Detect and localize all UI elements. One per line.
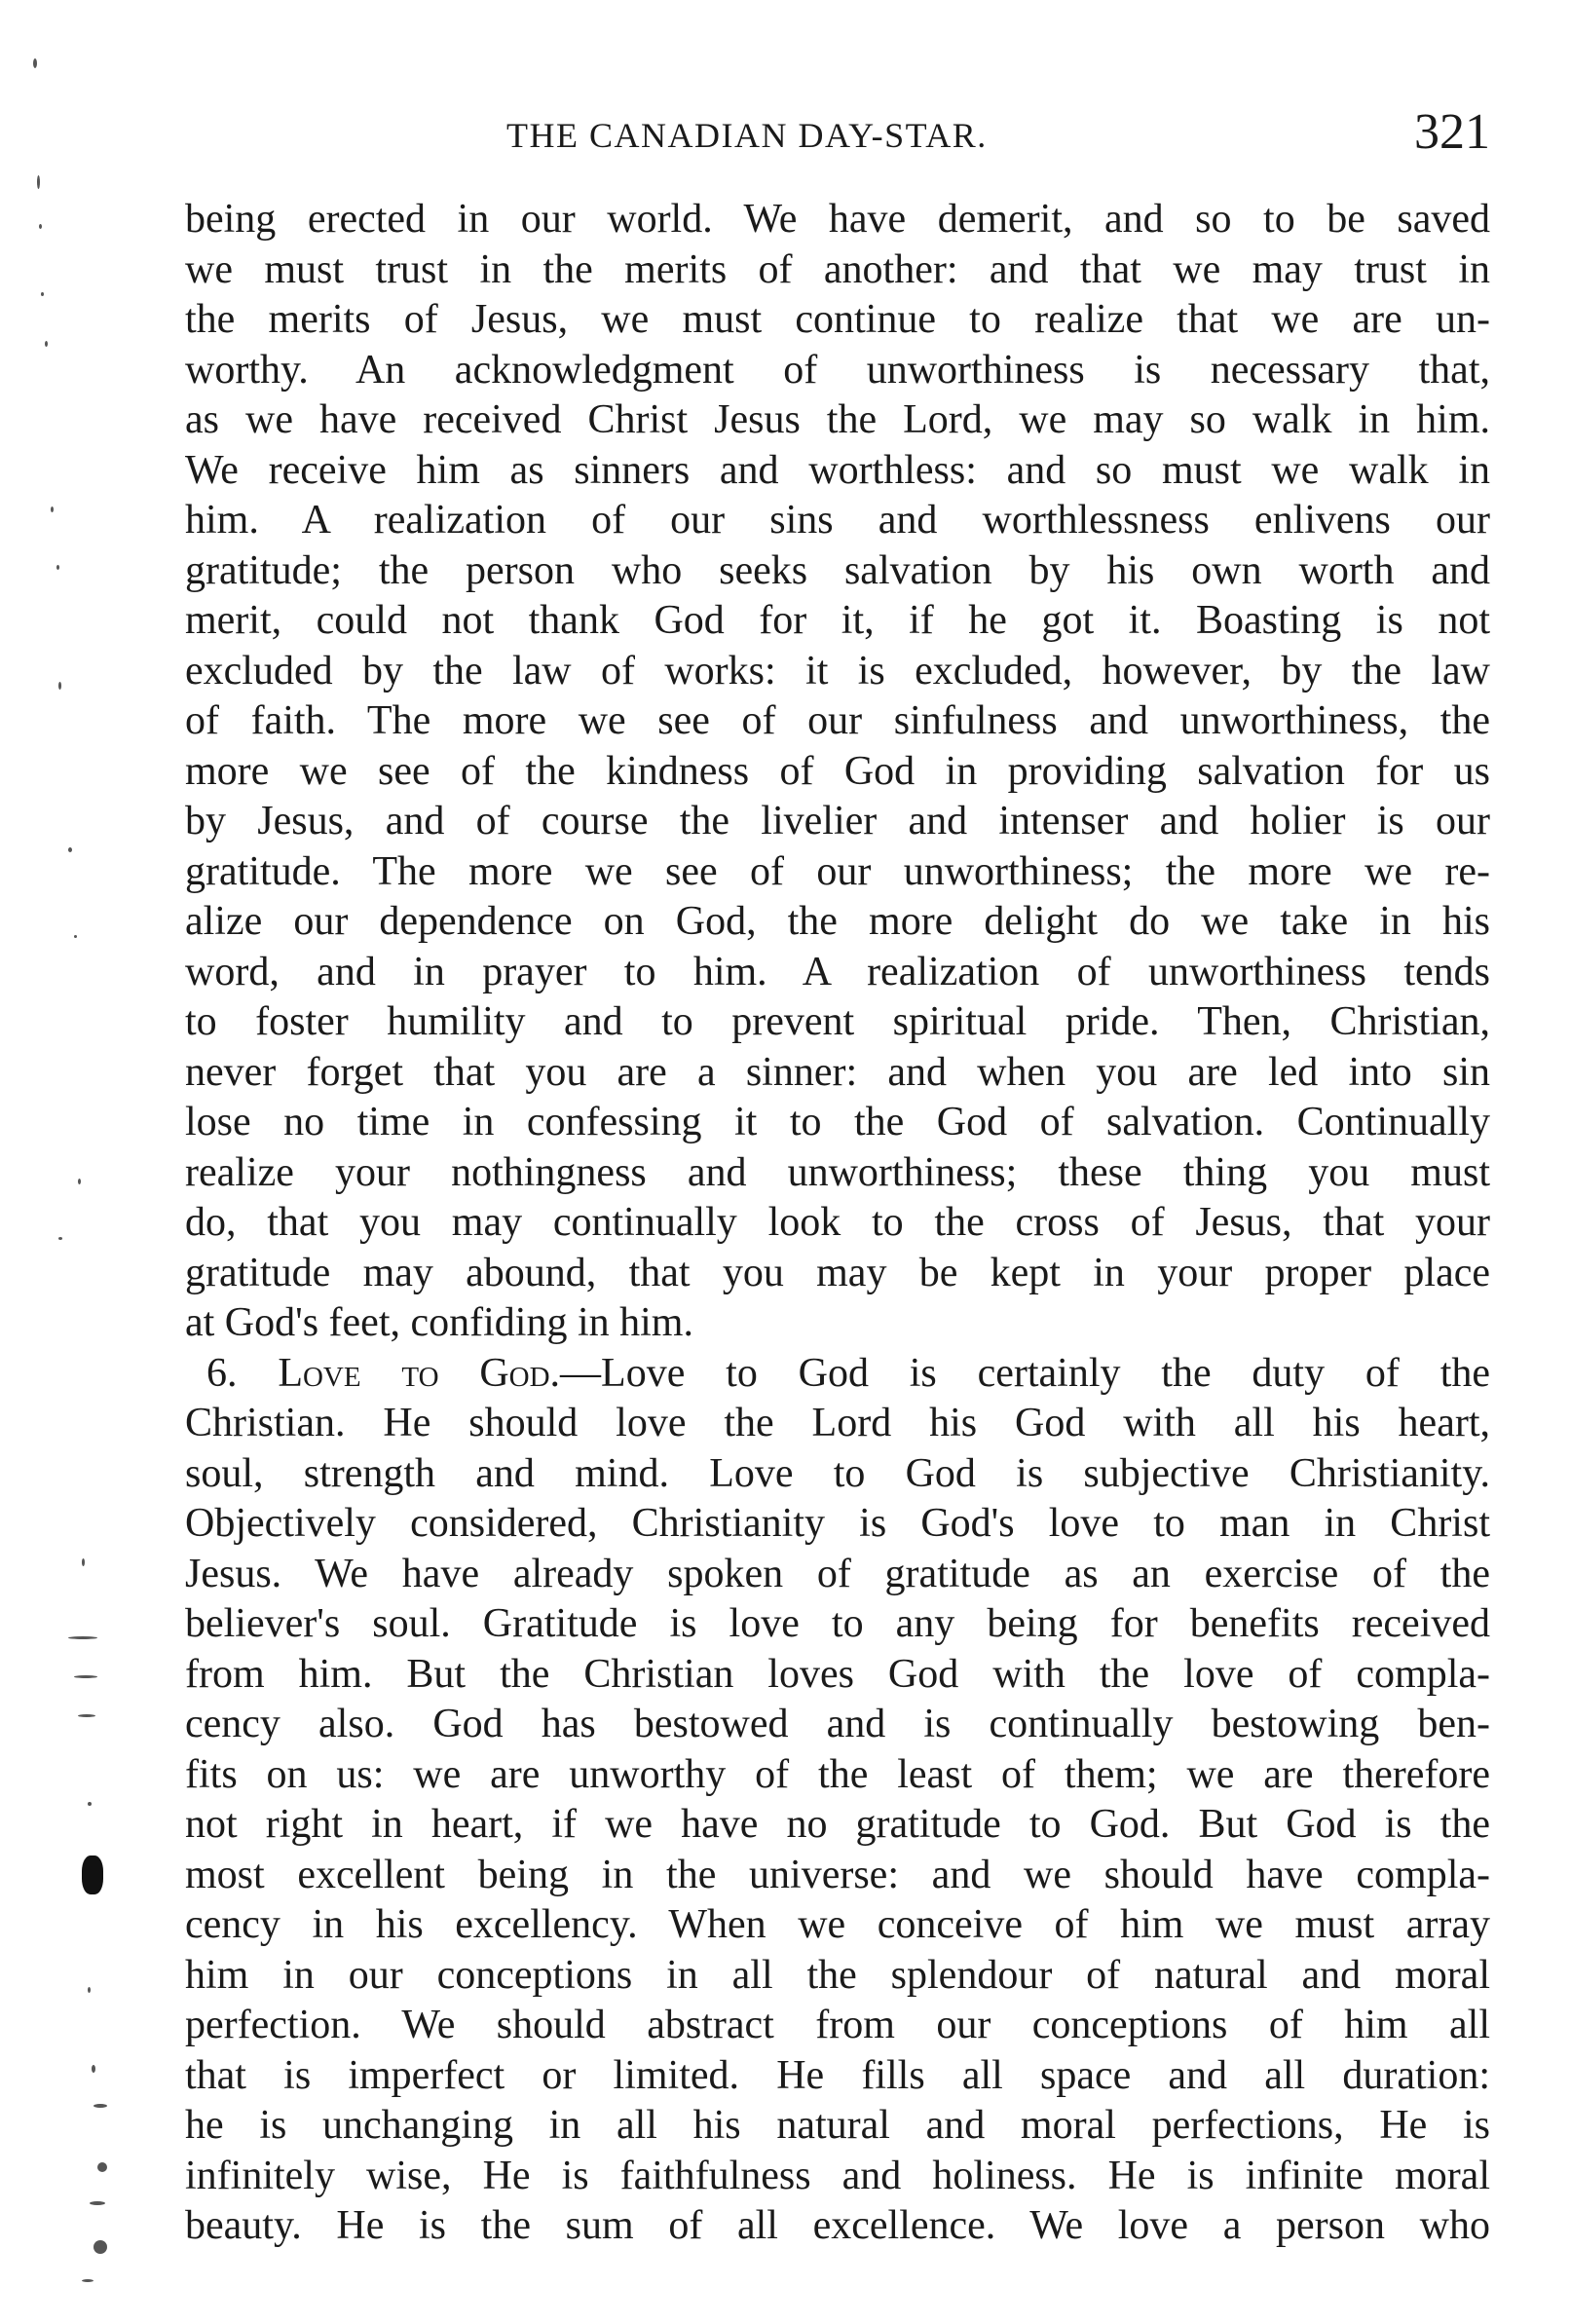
scan-speck <box>92 2065 95 2073</box>
text-line: infinitely wise, He is faithfulness and holiness. He is infinite moral <box>185 2153 1490 2198</box>
text-line: gratitude; the person who seeks salvation by his own worth and <box>185 547 1490 593</box>
scan-speck <box>41 292 44 296</box>
page-number: 321 <box>1414 104 1490 160</box>
text-line: at God's feet, confiding in him. <box>185 1300 693 1345</box>
scan-speck <box>90 2201 105 2205</box>
section-number: 6. <box>206 1350 238 1396</box>
scan-speck <box>58 682 61 690</box>
scan-speck <box>51 506 54 512</box>
scan-speck <box>93 2240 107 2254</box>
text-line: fits on us: we are unworthy of the least of them; we are therefore <box>185 1751 1490 1797</box>
text-line: gratitude may abound, that you may be kept in your proper place <box>185 1250 1490 1295</box>
scan-speck <box>45 341 48 347</box>
body-text <box>185 195 1490 2252</box>
scan-blot <box>82 1855 103 1894</box>
text-line: that is imperfect or limited. He fills all space and all duration: <box>185 2052 1490 2098</box>
text-line: worthy. An acknowledgment of unworthiness is necessary that, <box>185 347 1490 393</box>
scan-speck <box>58 1237 62 1240</box>
scan-speck <box>37 175 40 189</box>
text-line: of faith. The more we see of our sinfulness and unworthiness, the <box>185 698 1490 743</box>
text-line: the merits of Jesus, we must continue to realize that we are un- <box>185 297 1490 342</box>
text-line: never forget that you are a sinner: and when you are led into sin <box>185 1049 1490 1095</box>
text-line: Christian. He should love the Lord his God with all his heart, <box>185 1401 1490 1445</box>
scan-speck <box>74 1675 97 1678</box>
scan-speck <box>68 847 72 852</box>
text-line: merit, could not thank God for it, if he got it. Boasting is not <box>185 598 1490 643</box>
text-line: Jesus. We have already spoken of gratitude as an exercise of the <box>185 1551 1490 1596</box>
text-line: word, and in prayer to him. A realization of unworthiness tends <box>185 949 1490 994</box>
text-line: not right in heart, if we have no gratitude to God. But God is the <box>185 1802 1490 1847</box>
running-title: THE CANADIAN DAY-STAR. <box>506 116 988 155</box>
text-line: gratitude. The more we see of our unworthiness; the more we re- <box>185 848 1490 894</box>
text-line: cency in his excellency. When we conceive of him we must array <box>185 1902 1490 1947</box>
scan-speck <box>97 2162 107 2172</box>
text-line: excluded by the law of works: it is excluded, however, by the law <box>185 648 1490 693</box>
text-line: perfection. We should abstract from our conceptions of him all <box>185 2003 1490 2047</box>
scan-speck <box>93 2104 107 2108</box>
text-line: soul, strength and mind. Love to God is subjective Christianity. <box>185 1450 1490 1496</box>
scan-speck <box>68 1636 97 1639</box>
scan-speck <box>56 565 59 570</box>
text-line: realize your nothingness and unworthiness; these thing you must <box>185 1149 1490 1195</box>
text-line: alize our dependence on God, the more delight do we take in his <box>185 899 1490 944</box>
text-line: we must trust in the merits of another: and that we may trust in <box>185 246 1490 292</box>
text-line: being erected in our world. We have demerit, and so to be saved <box>185 197 1490 242</box>
text-line: beauty. He is the sum of all excellence. We love a person who <box>185 2203 1490 2248</box>
scan-speck <box>88 1987 91 1993</box>
section-first-line: —Love to God is certainly the duty of the <box>560 1350 1490 1396</box>
text-line: believer's soul. Gratitude is love to any being for benefits received <box>185 1601 1490 1646</box>
text-line: more we see of the kindness of God in providing salvation for us <box>185 748 1490 794</box>
scan-speck <box>78 1714 95 1717</box>
section-heading: Love to God. <box>278 1350 561 1396</box>
running-header <box>185 103 1490 162</box>
text-line: him in our conceptions in all the splendour of natural and moral <box>185 1952 1490 1998</box>
scan-speck <box>39 224 42 229</box>
text-line: he is unchanging in all his natural and moral perfections, He is <box>185 2103 1490 2148</box>
text-line: most excellent being in the universe: and we should have compla- <box>185 1852 1490 1897</box>
text-line: from him. But the Christian loves God with the love of compla- <box>185 1651 1490 1697</box>
scan-speck <box>74 935 77 938</box>
text-line: him. A realization of our sins and worthlessness enlivens our <box>185 498 1490 543</box>
text-line: to foster humility and to prevent spiritual pride. Then, Christian, <box>185 999 1490 1044</box>
scan-speck <box>82 1558 85 1566</box>
scan-speck <box>82 2279 93 2282</box>
scan-speck <box>33 58 37 68</box>
section-heading-line <box>185 1349 1490 1400</box>
text-line: lose no time in confessing it to the God of salvation. Continually <box>185 1100 1490 1144</box>
text-line: as we have received Christ Jesus the Lord, we may so walk in him. <box>185 397 1490 442</box>
text-line: by Jesus, and of course the livelier and intenser and holier is our <box>185 799 1490 843</box>
scan-speck <box>88 1802 92 1806</box>
scan-speck <box>78 1179 81 1184</box>
text-line: cency also. God has bestowed and is continually bestowing ben- <box>185 1702 1490 1746</box>
text-line: do, that you may continually look to the cross of Jesus, that your <box>185 1200 1490 1245</box>
text-line: We receive him as sinners and worthless: and so must we walk in <box>185 447 1490 493</box>
text-line: Objectively considered, Christianity is God's love to man in Christ <box>185 1501 1490 1546</box>
